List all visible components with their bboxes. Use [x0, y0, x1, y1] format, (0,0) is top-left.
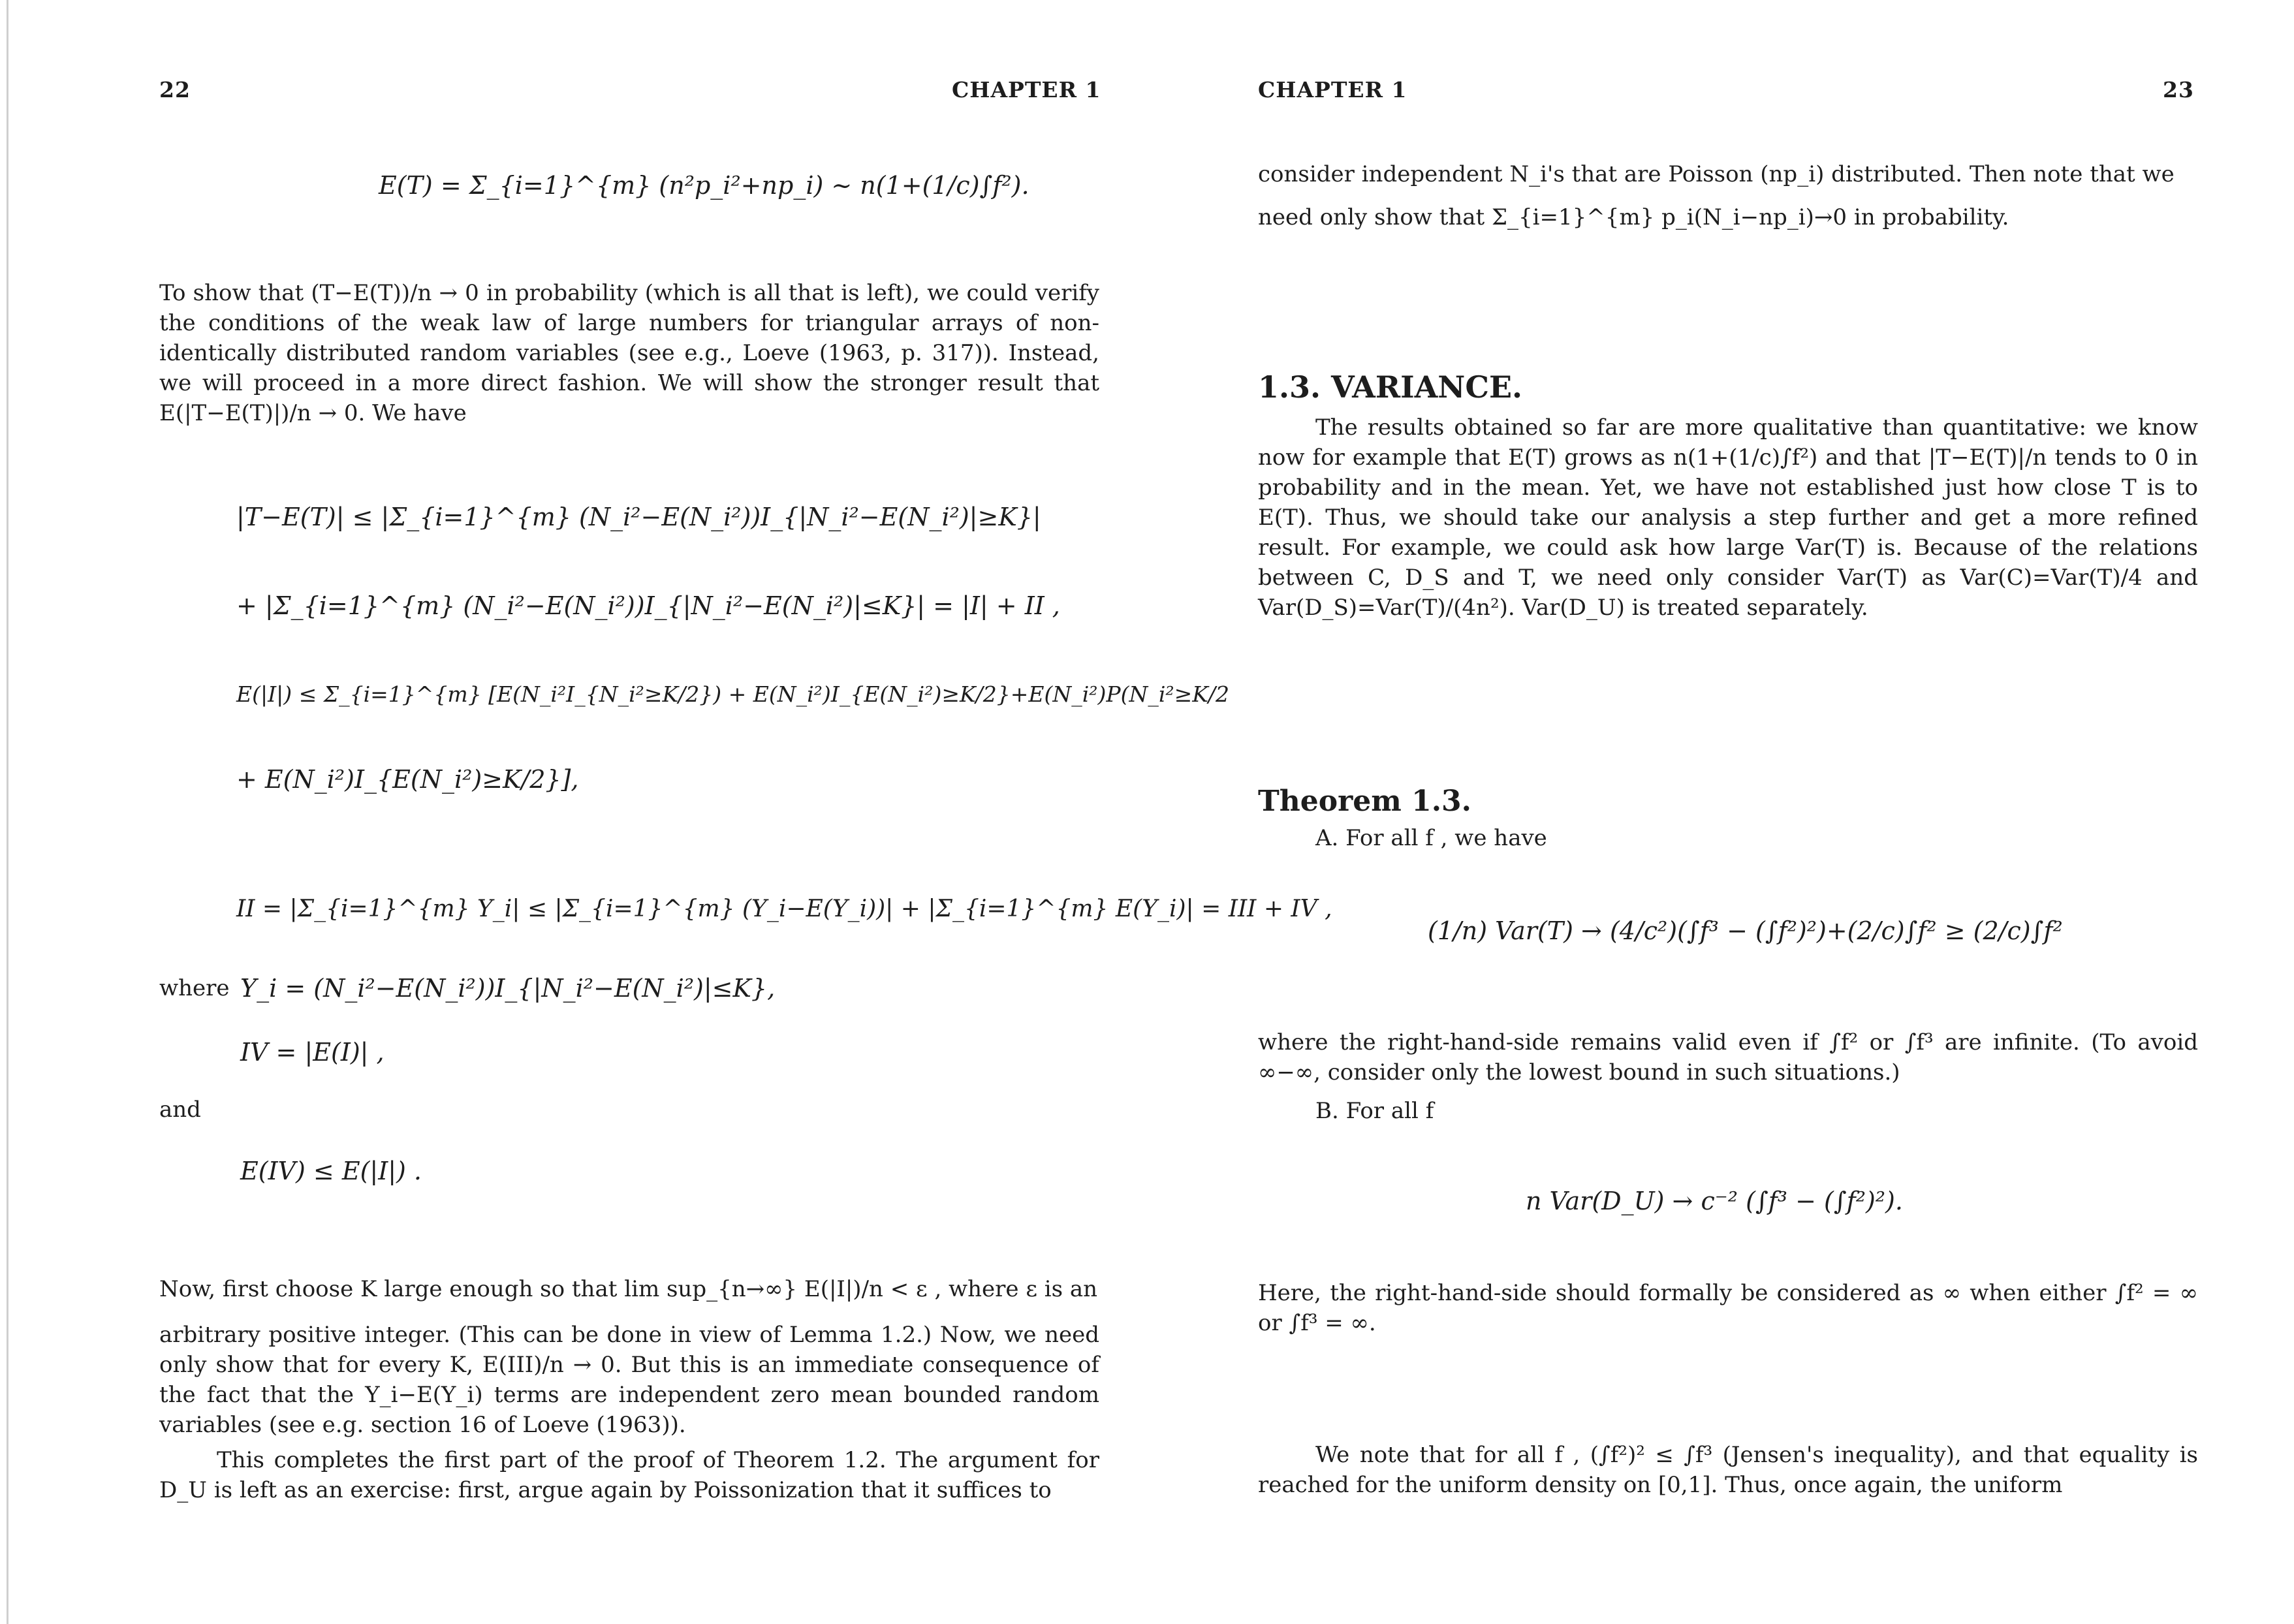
paragraph-poisson-line-2: need only show that Σ_{i=1}^{m} p_i(N_i−np_i)→0 in probability. [1258, 204, 2009, 230]
section-title: 1.3. VARIANCE. [1258, 369, 1523, 405]
paragraph-limsup-line: Now, first choose K large enough so that lim sup_{n→∞} E(|I|)/n < ε , where ε is an [159, 1276, 1098, 1302]
equation-y-definition: Y_i = (N_i²−E(N_i²))I_{|N_i²−E(N_i²)|≤K}, [240, 974, 776, 1003]
paragraph-valid: where the right-hand-side remains valid even if ∫f² or ∫f³ are infinite. (To avoid ∞−∞, consider only the lowest bound in such situations.) [1258, 1029, 2198, 1085]
equation-var-t: (1/n) Var(T) → (4/c²)(∫f³ − (∫f²)²)+(2/c)∫f² ≥ (2/c)∫f² [1428, 916, 2063, 945]
equation-ii-bound: II = |Σ_{i=1}^{m} Y_i| ≤ |Σ_{i=1}^{m} (Y_i−E(Y_i))| + |Σ_{i=1}^{m} E(Y_i)| = III + IV , [236, 896, 1332, 922]
and-label: and [159, 1097, 201, 1123]
equation-expectation-i: E(|I|) ≤ Σ_{i=1}^{m} [E(N_i²I_{N_i²≥K/2}) + E(N_i²)I_{E(N_i²)≥K/2}+E(N_i²)P(N_i²≥K/2 [236, 681, 1230, 707]
running-head: CHAPTER 1 [1258, 77, 1407, 102]
right-page [1147, 0, 2294, 1624]
equation-e-iv: E(IV) ≤ E(|I|) . [240, 1157, 422, 1185]
equation-expectation-i-cont: + E(N_i²)I_{E(N_i²)≥K/2}], [236, 765, 579, 794]
theorem-part-b: B. For all f [1315, 1098, 1434, 1124]
binding-edge [7, 0, 8, 1624]
paragraph-weak-law: To show that (T−E(T))/n → 0 in probability (which is all that is left), we could verify the conditions of the weak law of large numbers for triangular arrays of non-identically distributed random variables (see e.g., Loeve (1963, p. 317)). Instead, we will proceed in a more direct fashion. We will show the stronger result that E(|T−E(T)|)/n → 0. We have [159, 280, 1099, 426]
theorem-part-a: A. For all f , we have [1315, 825, 1547, 851]
page-number: 23 [2163, 77, 2194, 102]
paragraph-lemma: arbitrary positive integer. (This can be done in view of Lemma 1.2.) Now, we need only show that for every K, E(III)/n → 0. But this is an immediate consequence of the fact that the Y_i−E(Y_i) terms are independent zero mean bounded random variables (see e.g. section 16 of Loeve (1963)). [159, 1322, 1099, 1438]
paragraph-proof-complete: This completes the first part of the proof of Theorem 1.2. The argument for D_U is left as an exercise: first, argue again by Poissonization that it suffices to [159, 1447, 1099, 1503]
paragraph-poisson-line-1: consider independent N_i's that are Poisson (np_i) distributed. Then note that we [1258, 161, 2175, 187]
running-head: CHAPTER 1 [952, 77, 1101, 102]
equation-var-du: n Var(D_U) → c⁻² (∫f³ − (∫f²)²). [1526, 1187, 1903, 1215]
equation-bound-line-2: + |Σ_{i=1}^{m} (N_i²−E(N_i²))I_{|N_i²−E(N_i²)|≤K}| = |I| + II , [236, 591, 1060, 620]
paragraph-variance: The results obtained so far are more qualitative than quantitative: we know now for example that E(T) grows as n(1+(1/c)∫f²) and that |T−E(T)|/n tends to 0 in probability and in the mean. Yet, we have not established just how close T is to E(T). Thus, we should take our analysis a step further and get a more refined result. For example, we could ask how large Var(T) is. Because of the relations between C, D_S and T, we need only consider Var(T) as Var(C)=Var(T)/4 and Var(D_S)=Var(T)/(4n²). Var(D_U) is treated separately. [1258, 414, 2198, 621]
equation-expected-t: E(T) = Σ_{i=1}^{m} (n²p_i²+np_i) ~ n(1+(1/c)∫f²). [379, 171, 1029, 200]
paragraph-jensen: We note that for all f , (∫f²)² ≤ ∫f³ (Jensen's inequality), and that equality is reached for the uniform density on [0,1]. Thus, once again, the uniform [1258, 1442, 2198, 1498]
equation-bound-line-1: |T−E(T)| ≤ |Σ_{i=1}^{m} (N_i²−E(N_i²))I_{|N_i²−E(N_i²)|≥K}| [236, 503, 1041, 531]
where-label: where [159, 975, 230, 1001]
paragraph-infinite: Here, the right-hand-side should formally be considered as ∞ when either ∫f² = ∞ or ∫f³ = ∞. [1258, 1280, 2198, 1336]
theorem-title: Theorem 1.3. [1258, 785, 1471, 818]
equation-iv-definition: IV = |E(I)| , [240, 1038, 385, 1067]
page-number: 22 [159, 77, 191, 102]
